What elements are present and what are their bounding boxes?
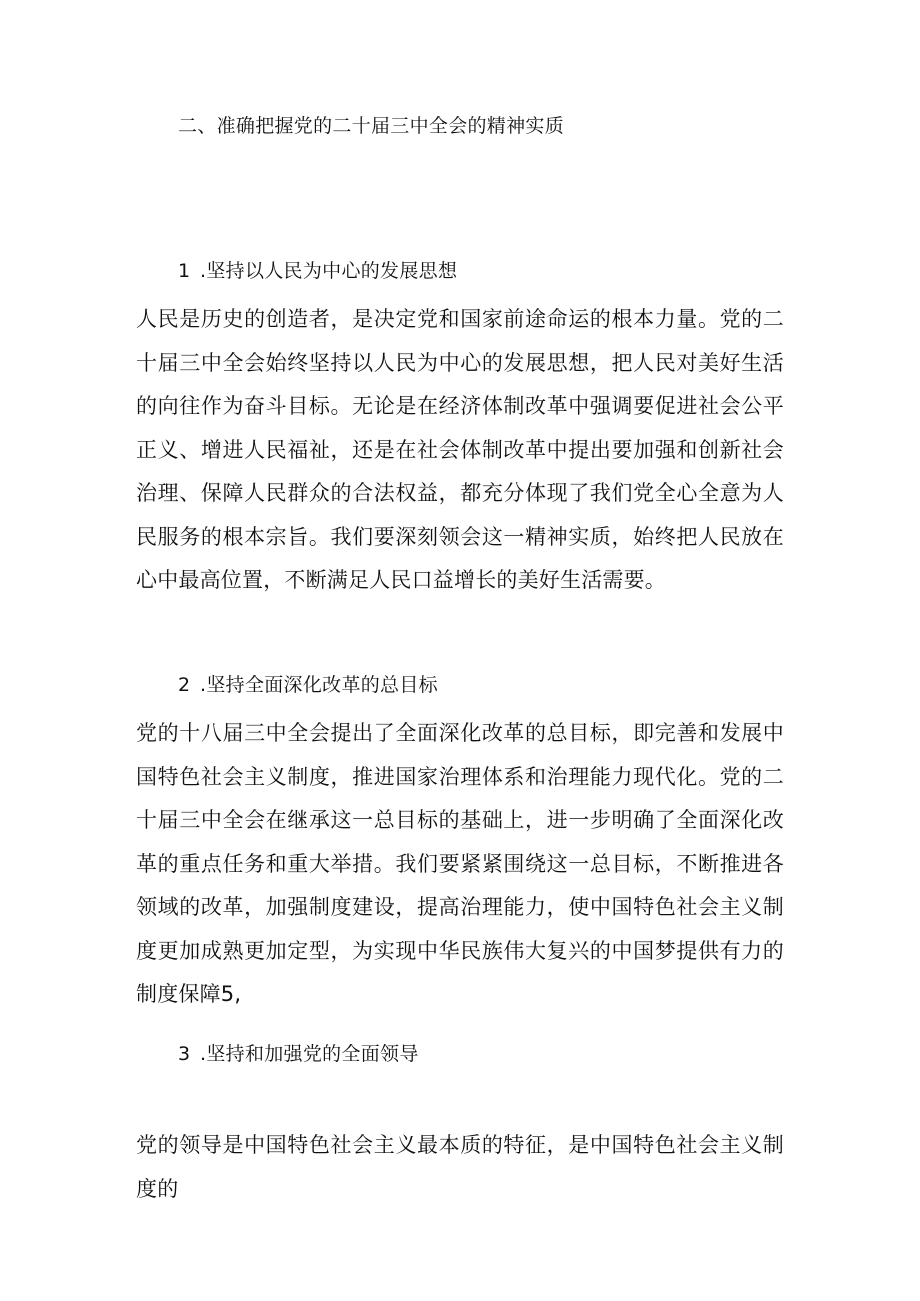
subsection-body-3: 党的领导是中国特色社会主义最本质的特征，是中国特色社会主义制度的 xyxy=(136,1133,784,1201)
section-title: 二、准确把握党的二十届三中全会的精神实质 xyxy=(178,115,565,137)
subsection-heading-3 xyxy=(178,1040,419,1068)
subsection-number: 3 xyxy=(178,1043,191,1065)
subsection-heading-text: .坚持全面深化改革的总目标 xyxy=(200,674,438,696)
subsection-body-1: 人民是历史的创造者，是决定党和国家前途命运的根本力量。党的二十届三中全会始终坚持以人民为中心的发展思想，把人民对美好生活的向往作为奋斗目标。无论是在经济体制改革中强调要促进社会公平正义、增进人民福祉，还是在社会体制改革中提出要加强和创新社会治理、保障人民群众的合法权益，都充分体现了我们党全心全意为人民服务的根本宗旨。我们要深刻领会这一精神实质，始终把人民放在心中最高位置，不断满足人民口益增长的美好生活需要。 xyxy=(136,307,784,592)
subsection-number: 2 xyxy=(178,674,191,696)
subsection-heading-2 xyxy=(178,671,438,699)
subsection-body-2: 党的十八届三中全会提出了全面深化改革的总目标，即完善和发展中国特色社会主义制度，推进国家治理体系和治理能力现代化。党的二十届三中全会在继承这一总目标的基础上，进一步明确了全面深化改革的重点任务和重大举措。我们要紧紧围绕这一总目标，不断推进各领域的改革，加强制度建设，提高治理能力，使中国特色社会主义制度更加成熟更加定型，为实现中华民族伟大复兴的中国梦提供有力的制度保障5, xyxy=(136,721,784,1006)
subsection-heading-text: .坚持以人民为中心的发展思想 xyxy=(200,260,458,282)
subsection-number: 1 xyxy=(178,260,191,282)
subsection-heading-1 xyxy=(178,257,457,285)
subsection-heading-text: .坚持和加强党的全面领导 xyxy=(200,1043,419,1065)
